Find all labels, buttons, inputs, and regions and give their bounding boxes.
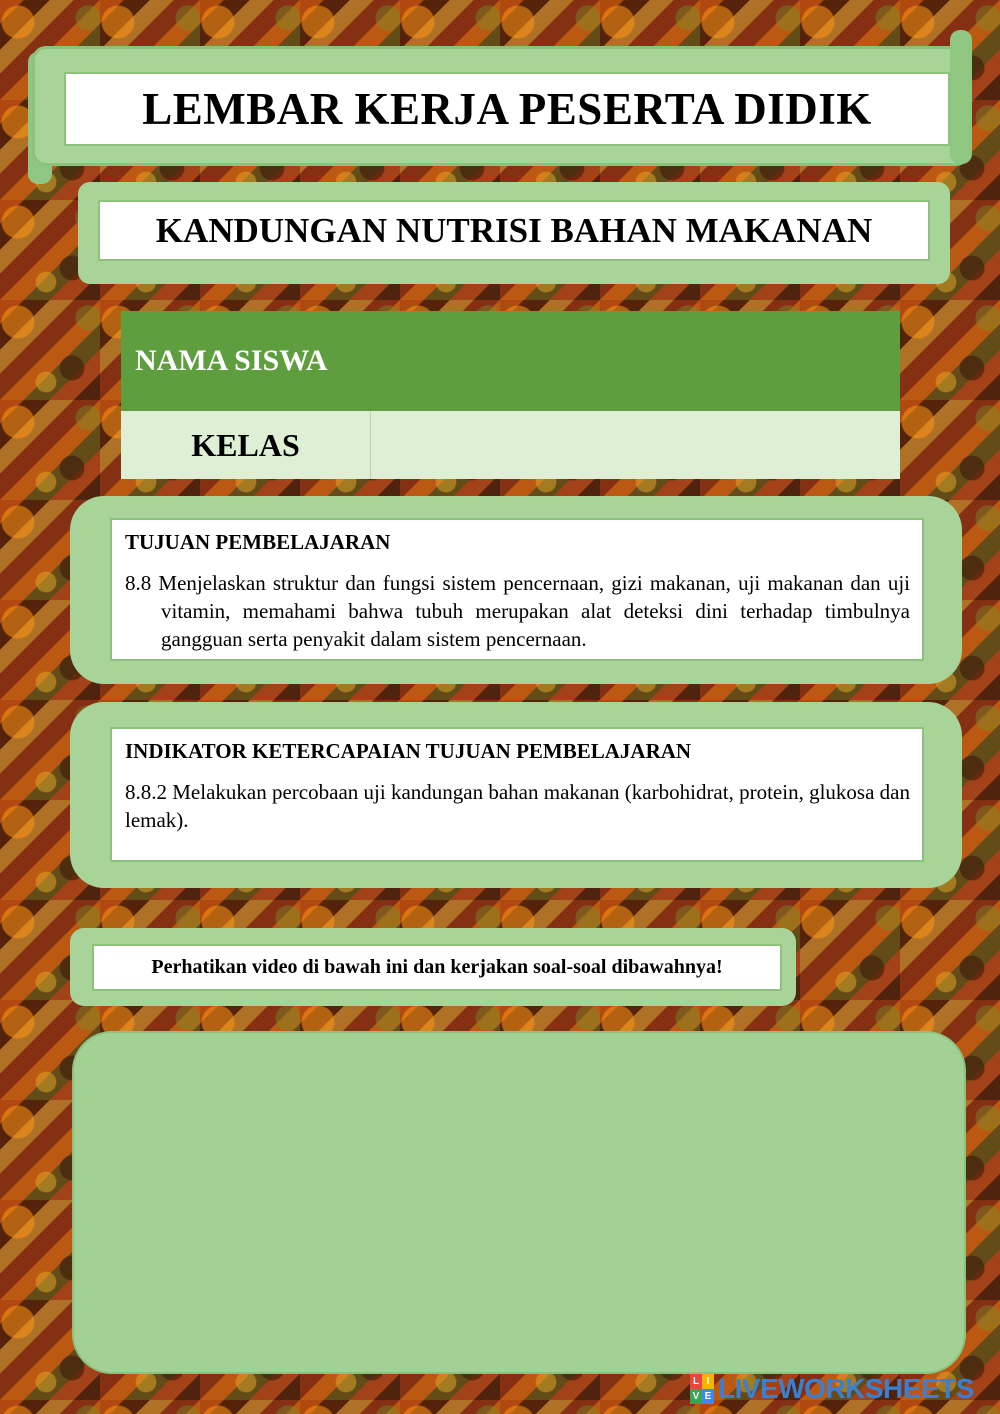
page-title: LEMBAR KERJA PESERTA DIDIK xyxy=(142,84,872,134)
learning-goal-heading: TUJUAN PEMBELAJARAN xyxy=(125,530,391,554)
badge-letter: V xyxy=(690,1389,702,1404)
title-box xyxy=(64,72,950,146)
video-area[interactable] xyxy=(72,1031,966,1374)
page-subtitle: KANDUNGAN NUTRISI BAHAN MAKANAN xyxy=(155,210,873,250)
scroll-curl-right xyxy=(950,30,972,164)
liveworksheets-logo xyxy=(690,1372,990,1406)
indicator-text: 8.8.2 Melakukan percobaan uji kandungan bahan makanan (karbohidrat, protein, glukosa dan lemak). xyxy=(125,780,910,832)
student-name-label: NAMA SISWA xyxy=(135,344,328,377)
badge-letter: E xyxy=(702,1389,714,1404)
class-input[interactable] xyxy=(379,419,889,471)
instruction-box xyxy=(92,944,782,991)
student-name-input[interactable] xyxy=(381,337,881,387)
subtitle-box xyxy=(98,200,930,261)
badge-letter: L xyxy=(690,1374,702,1389)
badge-letter: I xyxy=(702,1374,714,1389)
student-info-table xyxy=(121,311,900,479)
instruction-text: Perhatikan video di bawah ini dan kerjakan soal-soal dibawahnya! xyxy=(151,956,723,978)
learning-goal-text: 8.8 Menjelaskan struktur dan fungsi sistem pencernaan, gizi makanan, uji makanan dan uji vitamin, memahami bahwa tubuh merupakan alat deteksi dini terhadap timbulnya gangguan serta penyakit dalam sistem pencernaan. xyxy=(125,571,910,651)
class-row xyxy=(121,411,900,479)
indicator-heading: INDIKATOR KETERCAPAIAN TUJUAN PEMBELAJARAN xyxy=(125,739,692,763)
logo-text: LIVEWORKSHEETS xyxy=(718,1373,974,1404)
learning-goal-box xyxy=(110,518,924,661)
class-label: KELAS xyxy=(121,411,371,479)
indicator-box xyxy=(110,727,924,862)
logo-badge-icon xyxy=(690,1374,714,1404)
